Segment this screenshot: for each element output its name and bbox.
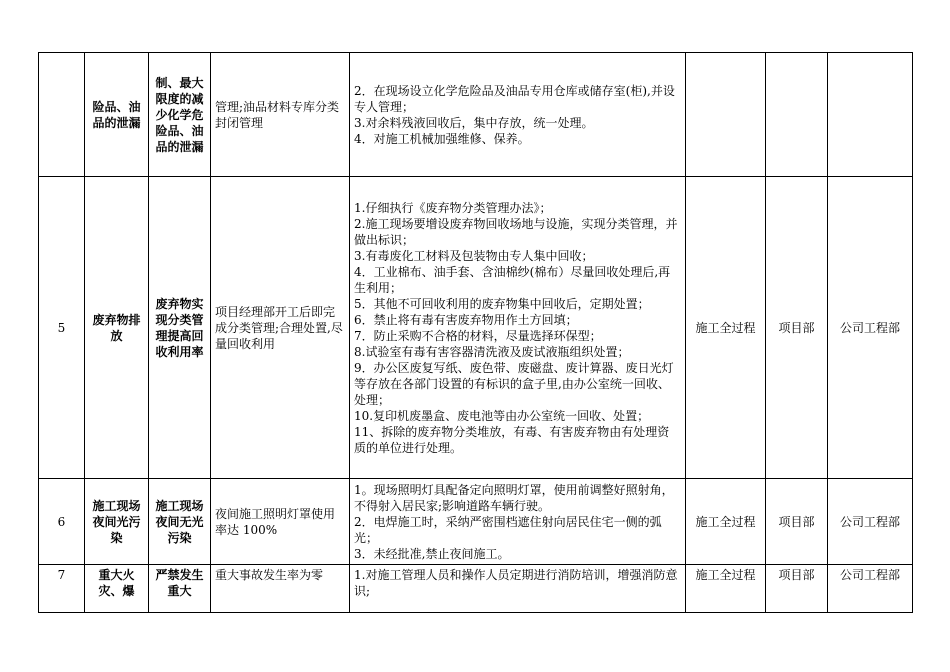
supervising-dept — [828, 53, 913, 177]
time-limit: 施工全过程 — [686, 565, 766, 613]
supervising-dept: 公司工程部 — [828, 479, 913, 565]
supervising-dept: 公司工程部 — [828, 565, 913, 613]
row-number: 5 — [39, 177, 85, 479]
supervising-dept: 公司工程部 — [828, 177, 913, 479]
table-row — [39, 479, 913, 565]
row-number: 6 — [39, 479, 85, 565]
measures — [350, 53, 686, 177]
table-row — [39, 565, 913, 613]
measures — [350, 177, 686, 479]
measure-item: 4．工业棉布、油手套、含油棉纱(棉布）尽量回收处理后,再生利用； — [354, 264, 671, 295]
measure-item: 1.仔细执行《废弃物分类管理办法》； — [354, 200, 552, 215]
measure-item: 8.试验室有毒有害容器清洗液及废试液瓶组织处置； — [354, 344, 630, 359]
measure-item: 11、拆除的废弃物分类堆放，有毒、有害废弃物由有处理资质的单位进行处理。 — [354, 424, 670, 455]
measure-item: 5．其他不可回收利用的废弃物集中回收后，定期处置； — [354, 296, 650, 311]
target: 重大事故发生率为零 — [211, 565, 350, 613]
target: 管理;油品材料专库分类封闭管理 — [211, 53, 350, 177]
measure-item: 9．办公区废复写纸、废色带、废磁盘、废计算器、废日光灯等存放在各部门设置的有标识的盒子里,由办公室统一回收、处理； — [354, 360, 674, 407]
measure-item: 1。现场照明灯具配备定向照明灯罩，使用前调整好照射角，不得射入居民家;影响道路车辆行驶。 — [354, 482, 674, 513]
measure-item: 10.复印机废墨盒、废电池等由办公室统一回收、处置； — [354, 408, 650, 423]
environmental-factor: 重大火灾、爆 — [85, 565, 149, 613]
measures — [350, 565, 686, 613]
environmental-factor: 废弃物排放 — [85, 177, 149, 479]
measure-item: 2．电焊施工时，采纳严密围档遮住射向居民住宅一侧的弧光； — [354, 514, 662, 545]
time-limit: 施工全过程 — [686, 177, 766, 479]
measure-item: 7．防止采购不合格的材料，尽量选择环保型； — [354, 328, 602, 343]
row-number — [39, 53, 85, 177]
objective: 严禁发生重大 — [149, 565, 211, 613]
time-limit — [686, 53, 766, 177]
environmental-factor: 险品、油品的泄漏 — [85, 53, 149, 177]
measures — [350, 479, 686, 565]
responsible-dept — [766, 53, 828, 177]
environmental-factor: 施工现场夜间光污染 — [85, 479, 149, 565]
table-row — [39, 53, 913, 177]
table-row — [39, 177, 913, 479]
row-number: 7 — [39, 565, 85, 613]
measure-item: 2．在现场设立化学危险品及油品专用仓库或储存室(柜),并设专人管理； — [354, 83, 675, 114]
responsible-dept: 项目部 — [766, 177, 828, 479]
measure-item: 3．未经批准,禁止夜间施工。 — [354, 546, 510, 561]
measure-item: 1.对施工管理人员和操作人员定期进行消防培训，增强消防意识; — [354, 568, 678, 598]
target: 项目经理部开工后即完成分类管理;合理处置,尽量回收利用 — [211, 177, 350, 479]
measure-item: 6．禁止将有毒有害废弃物用作土方回填； — [354, 312, 578, 327]
measure-item: 3.对余料残液回收后，集中存放，统一处理。 — [354, 115, 594, 130]
measure-item: 4．对施工机械加强维修、保养。 — [354, 131, 530, 146]
responsible-dept: 项目部 — [766, 565, 828, 613]
objective: 制、最大限度的减少化学危险品、油品的泄漏 — [149, 53, 211, 177]
environment-target-table — [38, 52, 913, 613]
objective: 施工现场夜间无光污染 — [149, 479, 211, 565]
objective: 废弃物实现分类管理提高回收利用率 — [149, 177, 211, 479]
target: 夜间施工照明灯罩使用率达 100% — [211, 479, 350, 565]
measure-item: 3.有毒废化工材料及包装物由专人集中回收； — [354, 248, 594, 263]
measure-item: 2.施工现场要增设废弃物回收场地与设施，实现分类管理，并做出标识； — [354, 216, 678, 247]
time-limit: 施工全过程 — [686, 479, 766, 565]
responsible-dept: 项目部 — [766, 479, 828, 565]
